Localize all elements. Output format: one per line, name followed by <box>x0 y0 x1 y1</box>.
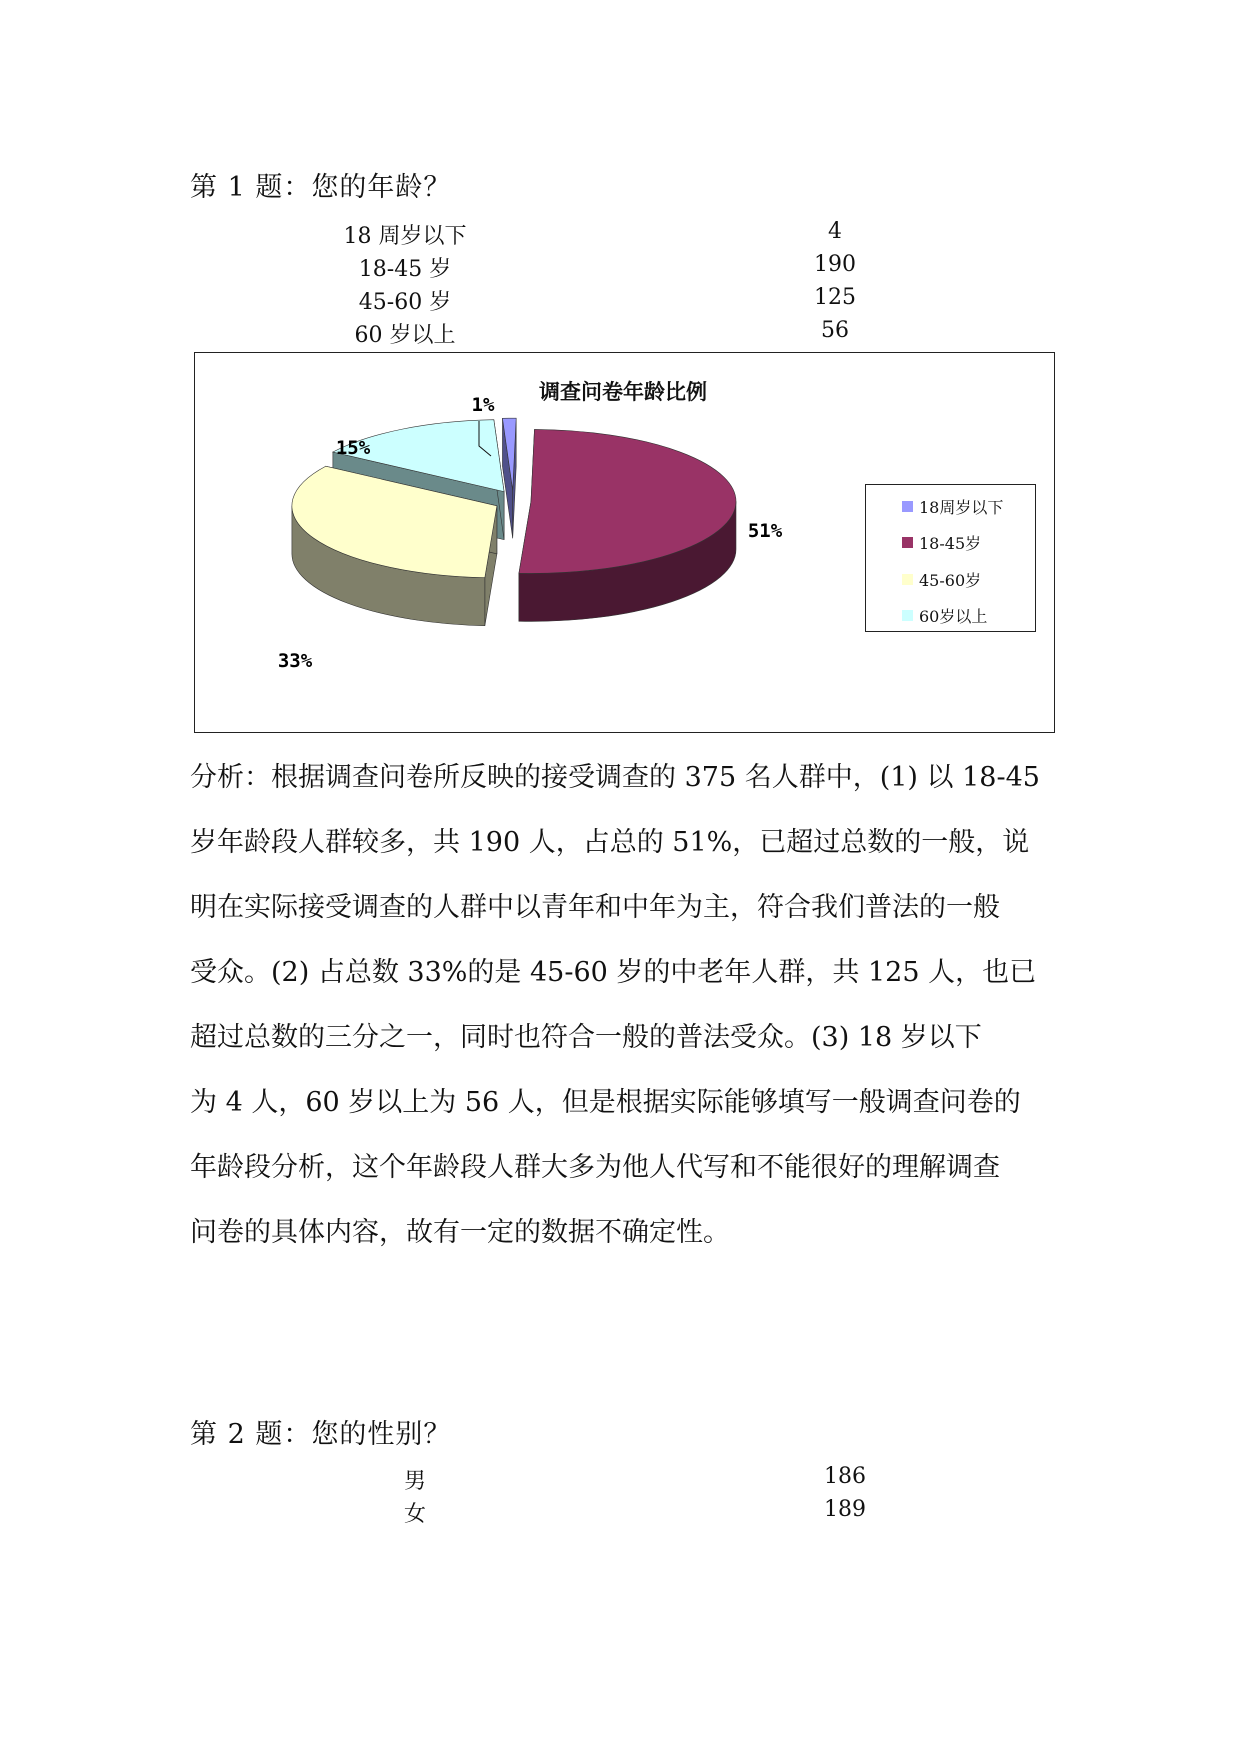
legend-swatch <box>902 610 913 621</box>
legend-item <box>902 604 987 627</box>
analysis-line: 超过总数的三分之一，同时也符合一般的普法受众。(3) 18 岁以下 <box>190 1022 982 1053</box>
data-label: 1% <box>471 394 495 416</box>
legend-item <box>902 531 981 554</box>
legend-label: 18周岁以下 <box>919 498 1004 517</box>
row-value: 56 <box>821 318 849 343</box>
analysis-line: 受众。(2) 占总数 33%的是 45-60 岁的中老年人群，共 125 人，也已 <box>190 957 1037 988</box>
analysis-paragraph <box>190 745 1060 1265</box>
analysis-line: 问卷的具体内容，故有一定的数据不确定性。 <box>190 1217 730 1248</box>
data-label: 51% <box>747 520 783 542</box>
analysis-line: 为 4 人，60 岁以上为 56 人，但是根据实际能够填写一般调查问卷的 <box>190 1087 1021 1118</box>
chart-legend <box>865 484 1036 632</box>
chart-title: 调查问卷年龄比例 <box>539 380 707 404</box>
question-2-title: 第 2 题：您的性别？ <box>190 1419 452 1450</box>
row-value: 186 <box>824 1464 866 1489</box>
row-value: 125 <box>814 285 856 310</box>
question-1-title: 第 1 题：您的年龄？ <box>190 172 452 203</box>
age-pie-chart <box>194 352 1055 733</box>
legend-label: 60岁以上 <box>919 607 988 626</box>
row-label: 45-60 岁 <box>358 290 452 315</box>
row-value: 189 <box>824 1497 866 1522</box>
row-label: 60 岁以上 <box>354 323 456 348</box>
legend-label: 45-60岁 <box>919 571 982 590</box>
analysis-line: 岁年龄段人群较多，共 190 人，占总的 51%，已超过总数的一般，说 <box>190 827 1030 858</box>
legend-swatch <box>902 501 913 512</box>
legend-item <box>902 495 1003 518</box>
analysis-line: 年龄段分析，这个年龄段人群大多为他人代写和不能很好的理解调查 <box>190 1152 1000 1183</box>
row-label: 18-45 岁 <box>358 257 452 282</box>
row-value: 190 <box>814 252 856 277</box>
row-label: 男 <box>403 1469 426 1494</box>
analysis-line: 明在实际接受调查的人群中以青年和中年为主，符合我们普法的一般 <box>190 892 1000 923</box>
legend-swatch <box>902 574 913 585</box>
data-label: 15% <box>335 437 371 459</box>
row-value: 4 <box>828 219 842 244</box>
row-label: 18 周岁以下 <box>343 224 467 249</box>
row-label: 女 <box>403 1502 426 1527</box>
analysis-line: 分析：根据调查问卷所反映的接受调查的 375 名人群中，(1) 以 18-45 <box>190 762 1040 793</box>
data-label: 33% <box>277 650 313 672</box>
legend-item <box>902 568 981 591</box>
legend-swatch <box>902 537 913 548</box>
legend-label: 18-45岁 <box>919 534 982 553</box>
